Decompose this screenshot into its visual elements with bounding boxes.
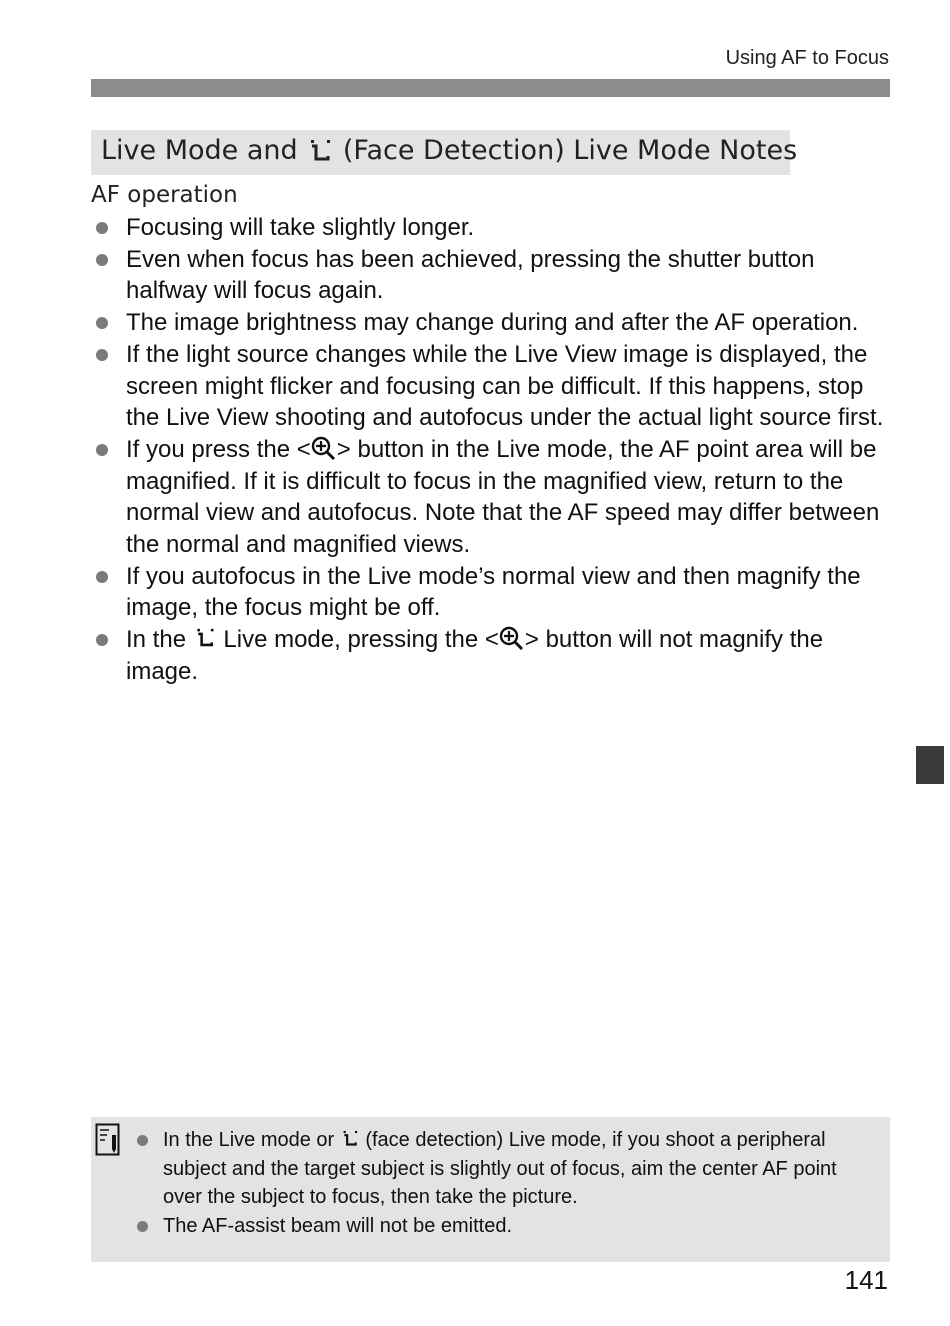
list-item-text: If you autofocus in the Live mode’s normal view and then magnify the image, the focus might be off. — [126, 562, 861, 622]
running-header-title: Using AF to Focus — [725, 47, 889, 69]
list-item-text-part: Live mode, pressing the < — [223, 626, 499, 654]
bullet-dot — [96, 571, 108, 583]
list-item-text-part: In the — [126, 626, 187, 654]
notes-bullet-list — [91, 212, 891, 688]
bullet-dot — [96, 634, 108, 646]
bullet-dot — [137, 1221, 148, 1232]
subheading-af-operation: AF operation — [91, 182, 238, 208]
list-item — [91, 339, 891, 434]
list-item — [91, 624, 891, 687]
face-detection-icon — [193, 628, 217, 650]
bullet-dot — [96, 349, 108, 361]
note-bullet-list — [135, 1126, 880, 1240]
section-title — [91, 130, 798, 175]
list-item-text-part: (face detection) Live mode, if you shoot a peripheral subject and the target subject is slightly out of focus, aim the center AF point over the subject to focus, then take the picture. — [163, 1129, 837, 1208]
list-item-text-part: > button in the Live mode, the AF point area will be magnified. If it is difficult to focus in the magnified view, return to the normal view and autofocus. Note that the AF speed may differ between the normal and magnified views. — [126, 435, 880, 559]
note-box — [91, 1117, 890, 1262]
chapter-thumb-tab — [916, 746, 944, 784]
list-item-text-part: > button will not magnify the image. — [126, 626, 824, 685]
list-item — [91, 561, 891, 624]
list-item — [91, 307, 891, 339]
list-item-text: Focusing will take slightly longer. — [126, 214, 475, 241]
list-item — [91, 244, 891, 307]
magnify-icon — [311, 436, 337, 460]
face-detection-icon — [306, 139, 334, 165]
bullet-dot — [137, 1135, 148, 1146]
face-detection-icon — [340, 1130, 360, 1149]
section-title-part2: (Face Detection) Live Mode Notes — [342, 135, 798, 166]
page-number: 141 — [844, 1265, 888, 1295]
bullet-dot — [96, 444, 108, 456]
list-item — [91, 212, 891, 244]
list-item — [135, 1212, 880, 1241]
list-item-text-part: If you press the < — [126, 435, 311, 463]
section-title-part1: Live Mode and — [101, 135, 298, 166]
bullet-dot — [96, 317, 108, 329]
magnify-icon — [499, 626, 525, 650]
list-item — [91, 434, 891, 561]
list-item-text: Even when focus has been achieved, pressing the shutter button halfway will focus again. — [126, 245, 815, 305]
list-item-text-part: In the Live mode or — [163, 1129, 335, 1151]
note-pencil-icon — [95, 1123, 121, 1157]
list-item-text: The image brightness may change during and after the AF operation. — [126, 309, 859, 337]
bullet-dot — [96, 222, 108, 234]
header-rule — [91, 79, 890, 97]
list-item-text: The AF-assist beam will not be emitted. — [163, 1214, 513, 1237]
list-item-text: If the light source changes while the Live View image is displayed, the screen might flicker and focusing can be difficult. If this happens, stop the Live View shooting and autofocus under the actual light source first. — [126, 340, 884, 432]
list-item — [135, 1126, 880, 1212]
bullet-dot — [96, 254, 108, 266]
